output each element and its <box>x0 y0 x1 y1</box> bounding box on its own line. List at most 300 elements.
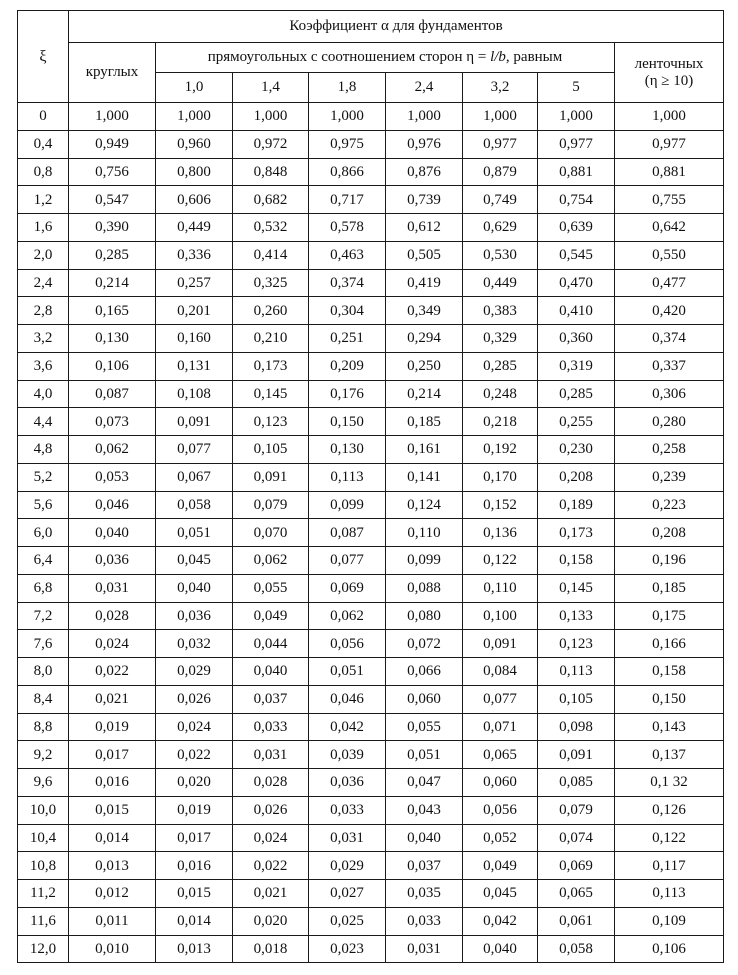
coefficient-cell: 0,881 <box>538 158 615 186</box>
coefficient-cell: 0,113 <box>538 658 615 686</box>
coefficient-cell: 0,014 <box>156 907 233 935</box>
coefficient-cell: 0,099 <box>386 547 463 575</box>
coefficient-cell: 0,031 <box>386 935 463 963</box>
coefficient-cell: 1,000 <box>615 103 724 131</box>
table-row <box>18 935 724 963</box>
coefficient-cell: 0,260 <box>233 297 309 325</box>
coefficient-cell: 0,319 <box>538 352 615 380</box>
coefficient-cell: 0,031 <box>309 824 386 852</box>
coefficient-cell: 0,294 <box>386 325 463 353</box>
coefficient-cell: 0,035 <box>386 880 463 908</box>
coefficient-cell: 0,975 <box>309 130 386 158</box>
coefficient-cell: 0,091 <box>233 463 309 491</box>
coefficient-cell: 0,374 <box>615 325 724 353</box>
strip-header-line1: ленточных <box>634 55 704 72</box>
table-row <box>18 824 724 852</box>
coefficient-cell: 1,000 <box>463 103 538 131</box>
coefficient-cell: 0,606 <box>156 186 233 214</box>
xi-value-cell: 4,4 <box>18 408 69 436</box>
coefficient-cell: 0,972 <box>233 130 309 158</box>
coefficient-cell: 0,143 <box>615 713 724 741</box>
coefficient-cell: 0,248 <box>463 380 538 408</box>
coefficient-cell: 0,040 <box>463 935 538 963</box>
coefficient-cell: 0,374 <box>309 269 386 297</box>
coefficient-cell: 0,013 <box>69 852 156 880</box>
coefficient-cell: 0,419 <box>386 269 463 297</box>
xi-value-cell: 7,6 <box>18 630 69 658</box>
coefficient-cell: 0,325 <box>233 269 309 297</box>
xi-value-cell: 11,6 <box>18 907 69 935</box>
coefficient-cell: 0,021 <box>69 685 156 713</box>
coefficient-cell: 0,166 <box>615 630 724 658</box>
xi-value-cell: 9,2 <box>18 741 69 769</box>
coefficient-cell: 0,109 <box>615 907 724 935</box>
coefficient-cell: 0,337 <box>615 352 724 380</box>
coefficient-cell: 0,108 <box>156 380 233 408</box>
coefficient-cell: 0,214 <box>69 269 156 297</box>
xi-value-cell: 6,4 <box>18 547 69 575</box>
xi-column-header: ξ <box>18 11 69 103</box>
coefficient-cell: 0,012 <box>69 880 156 908</box>
coefficient-cell: 0,036 <box>156 602 233 630</box>
xi-value-cell: 2,8 <box>18 297 69 325</box>
coefficient-cell: 0,158 <box>615 658 724 686</box>
xi-value-cell: 4,0 <box>18 380 69 408</box>
table-row <box>18 103 724 131</box>
coefficient-cell: 0,077 <box>463 685 538 713</box>
coefficient-cell: 0,039 <box>309 741 386 769</box>
coefficient-cell: 1,000 <box>309 103 386 131</box>
coefficient-cell: 0,137 <box>615 741 724 769</box>
table-row <box>18 852 724 880</box>
table-row <box>18 574 724 602</box>
coefficient-cell: 0,173 <box>538 519 615 547</box>
xi-value-cell: 2,0 <box>18 241 69 269</box>
table-title: Коэффициент α для фундаментов <box>69 11 724 43</box>
strip-foundation-header <box>615 43 724 103</box>
coefficient-cell: 0,084 <box>463 658 538 686</box>
xi-value-cell: 8,4 <box>18 685 69 713</box>
coefficient-cell: 0,117 <box>615 852 724 880</box>
coefficient-cell: 0,360 <box>538 325 615 353</box>
coefficient-cell: 0,105 <box>538 685 615 713</box>
coefficient-cell: 0,087 <box>309 519 386 547</box>
coefficient-cell: 0,060 <box>463 769 538 797</box>
coefficient-cell: 0,024 <box>233 824 309 852</box>
coefficient-cell: 0,028 <box>233 769 309 797</box>
table-row <box>18 325 724 353</box>
coefficient-cell: 0,189 <box>538 491 615 519</box>
eta-value-header: 3,2 <box>463 73 538 103</box>
coefficient-cell: 0,717 <box>309 186 386 214</box>
coefficient-cell: 0,110 <box>386 519 463 547</box>
coefficient-cell: 0,329 <box>463 325 538 353</box>
coefficient-cell: 0,208 <box>538 463 615 491</box>
coefficient-cell: 0,045 <box>156 547 233 575</box>
coefficient-cell: 0,016 <box>156 852 233 880</box>
coefficient-cell: 0,027 <box>309 880 386 908</box>
coefficient-cell: 0,033 <box>386 907 463 935</box>
coefficient-cell: 0,976 <box>386 130 463 158</box>
xi-value-cell: 0,4 <box>18 130 69 158</box>
coefficient-cell: 0,031 <box>69 574 156 602</box>
xi-value-cell: 3,6 <box>18 352 69 380</box>
coefficient-cell: 0,017 <box>69 741 156 769</box>
coefficient-cell: 0,239 <box>615 463 724 491</box>
coefficient-cell: 0,056 <box>309 630 386 658</box>
table-row <box>18 130 724 158</box>
coefficient-cell: 0,152 <box>463 491 538 519</box>
round-foundation-header: круглых <box>69 43 156 103</box>
coefficient-cell: 0,113 <box>615 880 724 908</box>
coefficient-cell: 0,336 <box>156 241 233 269</box>
coefficient-cell: 0,026 <box>233 796 309 824</box>
coefficient-cell: 0,024 <box>69 630 156 658</box>
coefficient-cell: 0,642 <box>615 214 724 242</box>
coefficient-cell: 0,077 <box>309 547 386 575</box>
coefficient-cell: 0,176 <box>309 380 386 408</box>
coefficient-table <box>17 10 724 963</box>
coefficient-cell: 0,060 <box>386 685 463 713</box>
coefficient-cell: 0,547 <box>69 186 156 214</box>
coefficient-cell: 0,017 <box>156 824 233 852</box>
coefficient-cell: 0,612 <box>386 214 463 242</box>
coefficient-cell: 0,099 <box>309 491 386 519</box>
coefficient-cell: 0,126 <box>615 796 724 824</box>
table-row <box>18 907 724 935</box>
coefficient-cell: 0,026 <box>156 685 233 713</box>
coefficient-cell: 0,062 <box>69 436 156 464</box>
coefficient-cell: 0,150 <box>615 685 724 713</box>
coefficient-cell: 0,682 <box>233 186 309 214</box>
coefficient-cell: 0,170 <box>463 463 538 491</box>
table-row <box>18 436 724 464</box>
coefficient-cell: 0,079 <box>233 491 309 519</box>
coefficient-cell: 0,049 <box>233 602 309 630</box>
table-row <box>18 380 724 408</box>
coefficient-table-container <box>17 10 723 963</box>
coefficient-cell: 0,051 <box>309 658 386 686</box>
rect-header-text: прямоугольных с соотношением сторон η = <box>207 49 491 65</box>
coefficient-cell: 0,122 <box>463 547 538 575</box>
coefficient-cell: 0,136 <box>463 519 538 547</box>
coefficient-cell: 0,051 <box>156 519 233 547</box>
coefficient-cell: 0,749 <box>463 186 538 214</box>
coefficient-cell: 0,209 <box>309 352 386 380</box>
coefficient-cell: 0,043 <box>386 796 463 824</box>
table-row <box>18 630 724 658</box>
coefficient-cell: 0,185 <box>615 574 724 602</box>
xi-value-cell: 8,0 <box>18 658 69 686</box>
coefficient-cell: 0,106 <box>69 352 156 380</box>
coefficient-cell: 0,106 <box>615 935 724 963</box>
coefficient-cell: 0,349 <box>386 297 463 325</box>
coefficient-cell: 0,062 <box>309 602 386 630</box>
coefficient-cell: 0,072 <box>386 630 463 658</box>
coefficient-cell: 0,285 <box>538 380 615 408</box>
rect-header-ratio: l/b <box>490 49 506 65</box>
coefficient-cell: 0,532 <box>233 214 309 242</box>
coefficient-cell: 0,977 <box>538 130 615 158</box>
coefficient-cell: 0,010 <box>69 935 156 963</box>
coefficient-cell: 0,223 <box>615 491 724 519</box>
coefficient-cell: 0,280 <box>615 408 724 436</box>
coefficient-cell: 0,214 <box>386 380 463 408</box>
coefficient-cell: 0,414 <box>233 241 309 269</box>
coefficient-cell: 0,410 <box>538 297 615 325</box>
coefficient-cell: 0,021 <box>233 880 309 908</box>
xi-value-cell: 2,4 <box>18 269 69 297</box>
coefficient-cell: 0,018 <box>233 935 309 963</box>
coefficient-cell: 0,848 <box>233 158 309 186</box>
coefficient-cell: 0,306 <box>615 380 724 408</box>
coefficient-cell: 0,470 <box>538 269 615 297</box>
coefficient-cell: 0,201 <box>156 297 233 325</box>
coefficient-cell: 0,100 <box>463 602 538 630</box>
coefficient-cell: 1,000 <box>538 103 615 131</box>
coefficient-cell: 0,161 <box>386 436 463 464</box>
table-row <box>18 796 724 824</box>
coefficient-cell: 0,122 <box>615 824 724 852</box>
coefficient-cell: 0,175 <box>615 602 724 630</box>
coefficient-cell: 0,977 <box>615 130 724 158</box>
coefficient-cell: 0,196 <box>615 547 724 575</box>
coefficient-cell: 0,015 <box>156 880 233 908</box>
coefficient-cell: 0,029 <box>309 852 386 880</box>
coefficient-cell: 0,047 <box>386 769 463 797</box>
coefficient-cell: 0,073 <box>69 408 156 436</box>
coefficient-cell: 0,949 <box>69 130 156 158</box>
coefficient-cell: 0,755 <box>615 186 724 214</box>
xi-value-cell: 5,2 <box>18 463 69 491</box>
coefficient-cell: 0,040 <box>386 824 463 852</box>
coefficient-cell: 0,011 <box>69 907 156 935</box>
table-row <box>18 741 724 769</box>
coefficient-cell: 0,110 <box>463 574 538 602</box>
coefficient-cell: 0,016 <box>69 769 156 797</box>
coefficient-cell: 0,091 <box>538 741 615 769</box>
table-row <box>18 519 724 547</box>
table-row <box>18 491 724 519</box>
coefficient-cell: 0,530 <box>463 241 538 269</box>
coefficient-cell: 0,088 <box>386 574 463 602</box>
table-row <box>18 241 724 269</box>
coefficient-cell: 0,051 <box>386 741 463 769</box>
coefficient-cell: 0,505 <box>386 241 463 269</box>
coefficient-cell: 0,065 <box>463 741 538 769</box>
coefficient-cell: 0,058 <box>156 491 233 519</box>
eta-value-header: 1,0 <box>156 73 233 103</box>
table-body <box>18 103 724 963</box>
coefficient-cell: 0,130 <box>309 436 386 464</box>
coefficient-cell: 0,250 <box>386 352 463 380</box>
coefficient-cell: 0,881 <box>615 158 724 186</box>
coefficient-cell: 0,130 <box>69 325 156 353</box>
coefficient-cell: 0,285 <box>463 352 538 380</box>
coefficient-cell: 0,165 <box>69 297 156 325</box>
eta-value-header: 5 <box>538 73 615 103</box>
xi-value-cell: 9,6 <box>18 769 69 797</box>
xi-value-cell: 10,8 <box>18 852 69 880</box>
coefficient-cell: 0,257 <box>156 269 233 297</box>
coefficient-cell: 0,023 <box>309 935 386 963</box>
table-row <box>18 547 724 575</box>
coefficient-cell: 0,304 <box>309 297 386 325</box>
coefficient-cell: 0,158 <box>538 547 615 575</box>
table-row <box>18 158 724 186</box>
coefficient-cell: 0,105 <box>233 436 309 464</box>
coefficient-cell: 0,013 <box>156 935 233 963</box>
table-row <box>18 880 724 908</box>
coefficient-cell: 0,255 <box>538 408 615 436</box>
coefficient-cell: 0,192 <box>463 436 538 464</box>
coefficient-cell: 0,069 <box>309 574 386 602</box>
coefficient-cell: 0,754 <box>538 186 615 214</box>
xi-value-cell: 0,8 <box>18 158 69 186</box>
coefficient-cell: 0,173 <box>233 352 309 380</box>
eta-value-header: 1,4 <box>233 73 309 103</box>
coefficient-cell: 1,000 <box>69 103 156 131</box>
coefficient-cell: 0,639 <box>538 214 615 242</box>
coefficient-cell: 0,044 <box>233 630 309 658</box>
eta-value-header: 1,8 <box>309 73 386 103</box>
coefficient-cell: 1,000 <box>156 103 233 131</box>
coefficient-cell: 0,019 <box>156 796 233 824</box>
coefficient-cell: 0,145 <box>233 380 309 408</box>
coefficient-cell: 0,028 <box>69 602 156 630</box>
table-row <box>18 269 724 297</box>
coefficient-cell: 0,071 <box>463 713 538 741</box>
coefficient-cell: 0,061 <box>538 907 615 935</box>
coefficient-cell: 0,069 <box>538 852 615 880</box>
coefficient-cell: 0,185 <box>386 408 463 436</box>
coefficient-cell: 0,022 <box>156 741 233 769</box>
coefficient-cell: 0,020 <box>156 769 233 797</box>
coefficient-cell: 0,113 <box>309 463 386 491</box>
table-header <box>18 11 724 103</box>
coefficient-cell: 0,032 <box>156 630 233 658</box>
coefficient-cell: 0,800 <box>156 158 233 186</box>
coefficient-cell: 0,024 <box>156 713 233 741</box>
table-row <box>18 463 724 491</box>
coefficient-cell: 0,037 <box>233 685 309 713</box>
xi-value-cell: 10,0 <box>18 796 69 824</box>
coefficient-cell: 0,124 <box>386 491 463 519</box>
coefficient-cell: 0,087 <box>69 380 156 408</box>
coefficient-cell: 0,015 <box>69 796 156 824</box>
coefficient-cell: 0,056 <box>463 796 538 824</box>
coefficient-cell: 0,098 <box>538 713 615 741</box>
rectangular-foundation-header <box>156 43 615 73</box>
coefficient-cell: 0,036 <box>309 769 386 797</box>
coefficient-cell: 0,031 <box>233 741 309 769</box>
xi-value-cell: 6,8 <box>18 574 69 602</box>
table-row <box>18 602 724 630</box>
table-row <box>18 352 724 380</box>
coefficient-cell: 0,022 <box>69 658 156 686</box>
coefficient-cell: 0,085 <box>538 769 615 797</box>
coefficient-cell: 0,230 <box>538 436 615 464</box>
coefficient-cell: 0,022 <box>233 852 309 880</box>
coefficient-cell: 0,049 <box>463 852 538 880</box>
xi-value-cell: 4,8 <box>18 436 69 464</box>
coefficient-cell: 0,091 <box>463 630 538 658</box>
coefficient-cell: 0,080 <box>386 602 463 630</box>
coefficient-cell: 0,033 <box>309 796 386 824</box>
coefficient-cell: 0,123 <box>538 630 615 658</box>
coefficient-cell: 0,046 <box>309 685 386 713</box>
coefficient-cell: 0,131 <box>156 352 233 380</box>
xi-value-cell: 8,8 <box>18 713 69 741</box>
coefficient-cell: 0,053 <box>69 463 156 491</box>
coefficient-cell: 0,074 <box>538 824 615 852</box>
coefficient-cell: 0,866 <box>309 158 386 186</box>
coefficient-cell: 0,876 <box>386 158 463 186</box>
coefficient-cell: 1,000 <box>233 103 309 131</box>
table-row <box>18 408 724 436</box>
coefficient-cell: 0,067 <box>156 463 233 491</box>
coefficient-cell: 0,756 <box>69 158 156 186</box>
coefficient-cell: 0,025 <box>309 907 386 935</box>
coefficient-cell: 0,066 <box>386 658 463 686</box>
xi-value-cell: 1,6 <box>18 214 69 242</box>
xi-value-cell: 1,2 <box>18 186 69 214</box>
strip-header-line2: (η ≥ 10) <box>644 72 694 89</box>
coefficient-cell: 0,210 <box>233 325 309 353</box>
table-row <box>18 658 724 686</box>
xi-value-cell: 0 <box>18 103 69 131</box>
coefficient-cell: 0,058 <box>538 935 615 963</box>
coefficient-cell: 0,091 <box>156 408 233 436</box>
coefficient-cell: 0,040 <box>156 574 233 602</box>
coefficient-cell: 0,036 <box>69 547 156 575</box>
table-row <box>18 713 724 741</box>
coefficient-cell: 0,077 <box>156 436 233 464</box>
coefficient-cell: 0,218 <box>463 408 538 436</box>
xi-value-cell: 5,6 <box>18 491 69 519</box>
coefficient-cell: 0,477 <box>615 269 724 297</box>
coefficient-cell: 0,545 <box>538 241 615 269</box>
coefficient-cell: 0,285 <box>69 241 156 269</box>
coefficient-cell: 0,420 <box>615 297 724 325</box>
coefficient-cell: 0,258 <box>615 436 724 464</box>
coefficient-cell: 0,960 <box>156 130 233 158</box>
coefficient-cell: 0,020 <box>233 907 309 935</box>
coefficient-cell: 0,055 <box>386 713 463 741</box>
coefficient-cell: 0,133 <box>538 602 615 630</box>
coefficient-cell: 0,042 <box>463 907 538 935</box>
coefficient-cell: 0,383 <box>463 297 538 325</box>
coefficient-cell: 0,033 <box>233 713 309 741</box>
xi-value-cell: 11,2 <box>18 880 69 908</box>
coefficient-cell: 1,000 <box>386 103 463 131</box>
coefficient-cell: 0,977 <box>463 130 538 158</box>
coefficient-cell: 0,208 <box>615 519 724 547</box>
coefficient-cell: 0,141 <box>386 463 463 491</box>
coefficient-cell: 0,055 <box>233 574 309 602</box>
table-row <box>18 186 724 214</box>
table-row <box>18 214 724 242</box>
coefficient-cell: 0,550 <box>615 241 724 269</box>
coefficient-cell: 0,390 <box>69 214 156 242</box>
coefficient-cell: 0,879 <box>463 158 538 186</box>
coefficient-cell: 0,160 <box>156 325 233 353</box>
coefficient-cell: 0,052 <box>463 824 538 852</box>
coefficient-cell: 0,040 <box>69 519 156 547</box>
table-row <box>18 769 724 797</box>
coefficient-cell: 0,019 <box>69 713 156 741</box>
coefficient-cell: 0,042 <box>309 713 386 741</box>
